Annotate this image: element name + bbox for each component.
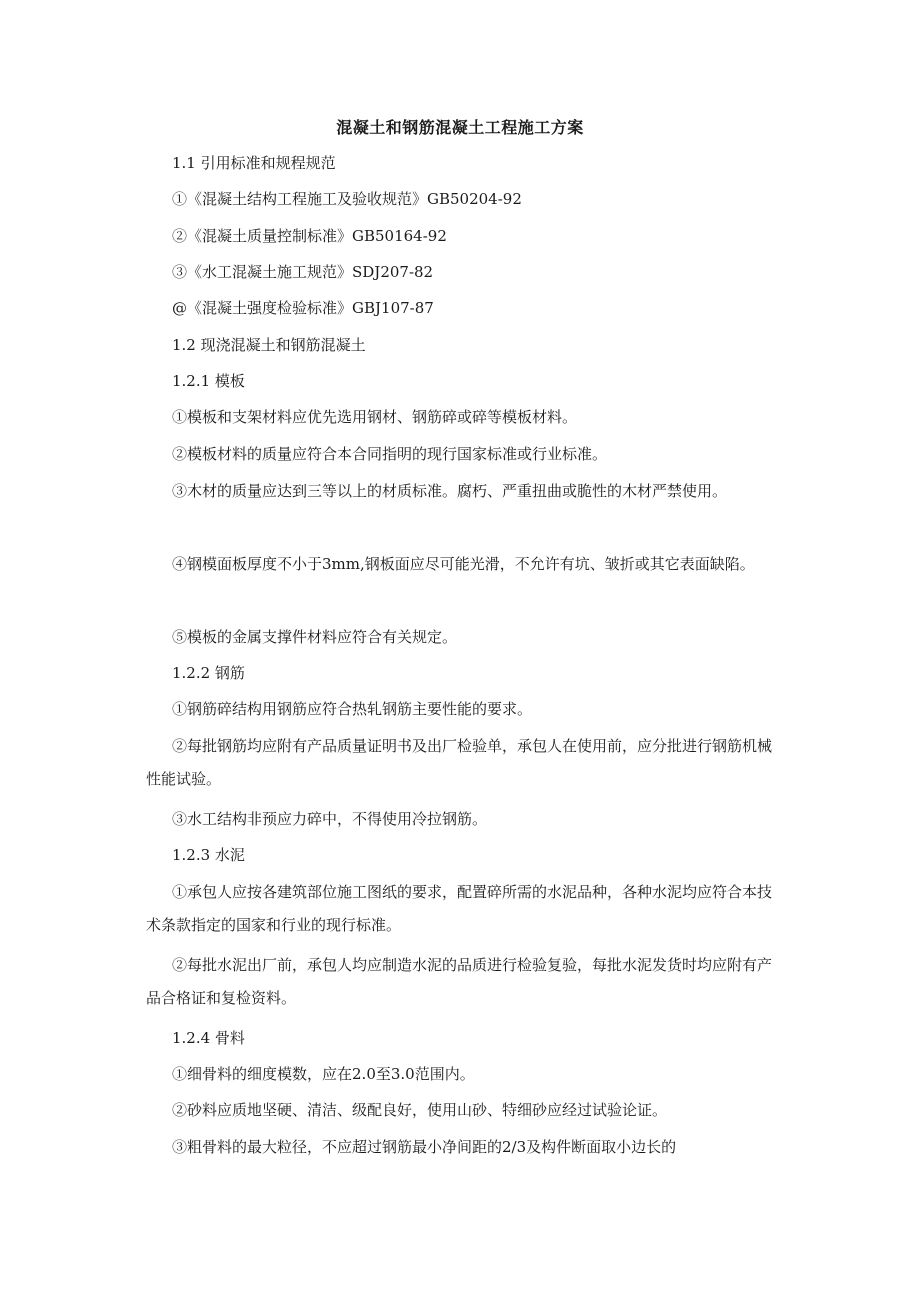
- rebar-item-2: ②每批钢筋均应附有产品质量证明书及出厂检验单，承包人在使用前，应分批进行钢筋机械性能试验。: [146, 737, 773, 788]
- formwork-item-5: ⑤模板的金属支撑件材料应符合有关规定。: [172, 628, 458, 646]
- cement-item-2: ②每批水泥出厂前，承包人均应制造水泥的品质进行检验复验，每批水泥发货时均应附有产品合格证和复检资料。: [146, 956, 773, 1007]
- formwork-item-3: ③木材的质量应达到三等以上的材质标准。腐朽、严重扭曲或脆性的木材严禁使用。: [172, 482, 728, 500]
- cement-item-1: ①承包人应按各建筑部位施工图纸的要求，配置碎所需的水泥品种，各种水泥均应符合本技术条款指定的国家和行业的现行标准。: [146, 883, 773, 934]
- aggregate-item-3: ③粗骨料的最大粒径，不应超过钢筋最小净间距的2/3及构件断面取小边长的: [172, 1138, 677, 1156]
- rebar-item-1: ①钢筋碎结构用钢筋应符合热轧钢筋主要性能的要求。: [172, 700, 533, 718]
- formwork-item-1: ①模板和支架材料应优先选用钢材、钢筋碎或碎等模板材料。: [172, 408, 578, 426]
- formwork-item-2: ②模板材料的质量应符合本合同指明的现行国家标准或行业标准。: [172, 445, 608, 463]
- reference-item-1: ①《混凝土结构工程施工及验收规范》GB50204-92: [172, 190, 522, 208]
- rebar-item-3: ③水工结构非预应力碎中，不得使用冷拉钢筋。: [172, 810, 488, 828]
- formwork-item-4: ④钢模面板厚度不小于3mm,钢板面应尽可能光滑，不允许有坑、皱折或其它表面缺陷。: [172, 555, 755, 573]
- reference-item-4: @《混凝土强度检验标准》GBJ107-87: [172, 299, 434, 317]
- subsection-heading-rebar: 1.2.2 钢筋: [172, 664, 245, 682]
- document-title: 混凝土和钢筋混凝土工程施工方案: [336, 118, 584, 137]
- section-heading-1-2: 1.2 现浇混凝土和钢筋混凝土: [172, 336, 366, 354]
- subsection-heading-cement: 1.2.3 水泥: [172, 846, 245, 864]
- reference-item-2: ②《混凝土质量控制标准》GB50164-92: [172, 227, 447, 245]
- aggregate-item-1: ①细骨料的细度模数，应在2.0至3.0范围内。: [172, 1065, 475, 1083]
- section-heading-1-1: 1.1 引用标准和规程规范: [172, 154, 336, 172]
- subsection-heading-aggregate: 1.2.4 骨料: [172, 1029, 245, 1047]
- aggregate-item-2: ②砂料应质地坚硬、清洁、级配良好，使用山砂、特细砂应经过试验论证。: [172, 1101, 668, 1119]
- subsection-heading-formwork: 1.2.1 模板: [172, 372, 245, 390]
- reference-item-3: ③《水工混凝土施工规范》SDJ207-82: [172, 263, 434, 281]
